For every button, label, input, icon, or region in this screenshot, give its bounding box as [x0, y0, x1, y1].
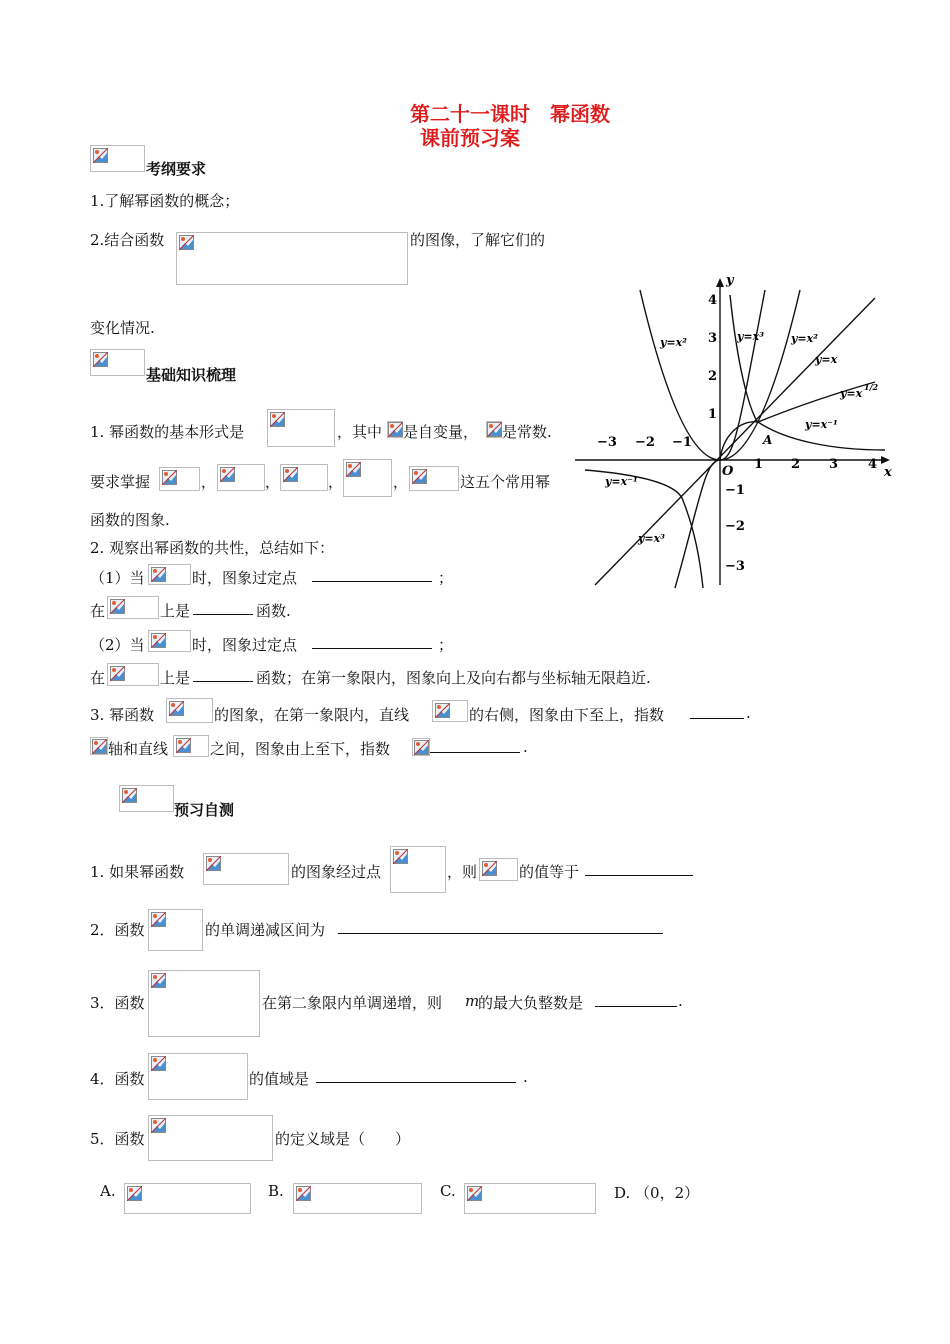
label-x: y=x	[815, 353, 838, 366]
q1-b: 的图象经过点	[291, 863, 382, 881]
x-tick: 1	[754, 457, 764, 472]
broken-image-icon	[388, 422, 403, 437]
formula-image	[159, 467, 200, 491]
broken-image-icon	[110, 599, 125, 614]
knowledge-p5-a: 在	[90, 602, 106, 620]
broken-image-icon	[151, 633, 166, 648]
y-tick: −3	[725, 559, 745, 574]
knowledge-p9-b: 之间，图象由上至下，指数	[210, 740, 391, 758]
formula-image	[148, 970, 260, 1037]
broken-image-icon	[162, 470, 177, 485]
variable-m: m	[465, 992, 480, 1010]
broken-image-icon	[110, 666, 125, 681]
x-tick: −2	[635, 435, 655, 450]
broken-image-icon	[220, 467, 235, 482]
label-x-cubed-bottom: y=x³	[638, 532, 665, 545]
y-tick: 4	[708, 293, 718, 308]
broken-image-icon	[169, 701, 184, 716]
section-icon-image	[119, 785, 174, 812]
broken-image-icon	[393, 849, 408, 864]
broken-image-icon	[151, 567, 166, 582]
answer-blank[interactable]	[338, 919, 663, 938]
knowledge-p9-a: 轴和直线	[108, 740, 169, 758]
q4-b: 的值域是	[249, 1070, 310, 1088]
formula-image	[409, 466, 459, 491]
knowledge-p7-c: 函数；在第一象限内，图象向上及向右都与坐标轴无限趋近.	[256, 669, 651, 687]
comma: ，	[265, 473, 281, 491]
section-icon-image	[90, 349, 145, 376]
broken-image-icon	[92, 739, 107, 754]
x-axis-arrow	[881, 456, 890, 464]
knowledge-p5-b: 上是	[160, 602, 191, 620]
comma: ，	[328, 473, 344, 491]
label-x-squared-left: y=x²	[660, 336, 687, 349]
broken-image-icon	[283, 467, 298, 482]
broken-image-icon	[487, 422, 502, 437]
x-axis-label: x	[884, 465, 892, 480]
broken-image-icon	[482, 861, 497, 876]
q5-b: 的定义域是（ ）	[275, 1130, 411, 1148]
answer-blank[interactable]	[690, 704, 744, 723]
formula-image	[432, 700, 468, 722]
knowledge-p4-b: 时，图象过定点	[192, 569, 298, 587]
broken-image-icon	[435, 703, 450, 718]
power-function-graph	[570, 270, 900, 590]
knowledge-p6-a: （2）当	[90, 636, 145, 654]
y-tick: 3	[708, 331, 718, 346]
knowledge-p6-b: 时，图象过定点	[192, 636, 298, 654]
knowledge-p5-c: 函数.	[256, 602, 291, 620]
q3-b: 在第二象限内单调递增，则	[262, 994, 443, 1012]
period: .	[523, 738, 528, 756]
label-sqrt-x-exponent: 1/2	[864, 382, 879, 392]
formula-image	[387, 421, 403, 438]
knowledge-p1-b: ，其中	[337, 423, 383, 441]
q2-a: 2．函数	[90, 921, 145, 939]
section-icon-image	[90, 145, 145, 172]
y-tick: 2	[708, 369, 718, 384]
section-heading-knowledge: 基础知识梳理	[146, 366, 237, 384]
option-b-label[interactable]: B.	[268, 1182, 284, 1200]
formula-image	[479, 858, 518, 881]
label-inverse-left: y=x⁻¹	[605, 475, 638, 488]
broken-image-icon	[93, 352, 108, 367]
point-a-label: A	[763, 433, 773, 447]
knowledge-p8-c: 的右侧，图象由下至上，指数	[469, 706, 665, 724]
q2-b: 的单调递减区间为	[205, 921, 326, 939]
formula-image	[343, 459, 392, 497]
formula-image	[280, 464, 328, 491]
formula-image	[486, 421, 502, 438]
y-tick: −2	[725, 519, 745, 534]
formula-image	[148, 1053, 248, 1100]
broken-image-icon	[127, 1186, 142, 1201]
x-tick-labels	[597, 435, 877, 472]
comma: ，	[201, 473, 217, 491]
option-c-image[interactable]	[464, 1183, 596, 1214]
broken-image-icon	[346, 462, 361, 477]
label-sqrt-x: y=x	[840, 387, 863, 400]
formula-image	[176, 232, 408, 285]
broken-image-icon	[93, 148, 108, 163]
answer-blank[interactable]	[312, 567, 432, 586]
knowledge-p3: 2. 观察出幂函数的共性，总结如下：	[90, 539, 335, 557]
option-d-label[interactable]: D. （0，2）	[614, 1184, 700, 1202]
x-tick: −3	[597, 435, 617, 450]
y-axis-arrow	[716, 278, 724, 287]
curve-inverse-left	[585, 470, 703, 588]
answer-blank[interactable]	[193, 667, 253, 686]
broken-image-icon	[122, 788, 137, 803]
x-tick: 3	[829, 457, 839, 472]
broken-image-icon	[151, 912, 166, 927]
option-c-label[interactable]: C.	[440, 1182, 456, 1200]
q1-a: 1. 如果幂函数	[90, 863, 185, 881]
formula-image	[203, 853, 289, 885]
answer-blank[interactable]	[595, 992, 677, 1011]
broken-image-icon	[296, 1186, 311, 1201]
formula-image	[107, 663, 159, 686]
broken-image-icon	[176, 738, 191, 753]
syllabus-item-2-text-c: 变化情况.	[90, 319, 155, 337]
syllabus-item-2-text: 2.结合函数	[90, 231, 165, 249]
broken-image-icon	[206, 856, 221, 871]
formula-image	[267, 409, 335, 447]
answer-blank[interactable]	[312, 634, 432, 653]
q1-c: ，则	[447, 863, 478, 881]
answer-blank[interactable]	[430, 738, 520, 757]
syllabus-item-1: 1.了解幂函数的概念；	[90, 192, 240, 210]
knowledge-p8-b: 的图象，在第一象限内，直线	[214, 706, 410, 724]
formula-image	[107, 596, 159, 619]
answer-blank[interactable]	[585, 861, 693, 880]
label-x-cubed-top: y=x³	[737, 330, 764, 343]
formula-image	[412, 738, 430, 756]
knowledge-p2-b: 这五个常用幂	[460, 473, 551, 491]
label-inverse-right: y=x⁻¹	[805, 418, 838, 431]
option-a-label[interactable]: A.	[100, 1182, 116, 1200]
knowledge-p7-a: 在	[90, 669, 106, 687]
semicolon: ；	[438, 636, 454, 654]
q4-a: 4．函数	[90, 1070, 145, 1088]
knowledge-p8-a: 3. 幂函数	[90, 706, 155, 724]
period: .	[746, 704, 751, 722]
formula-image	[90, 737, 108, 755]
broken-image-icon	[412, 469, 427, 484]
broken-image-icon	[467, 1186, 482, 1201]
broken-image-icon	[151, 1056, 166, 1071]
x-tick: 2	[791, 457, 801, 472]
y-tick: 1	[708, 407, 718, 422]
curves	[585, 290, 885, 588]
option-b-image[interactable]	[293, 1183, 422, 1214]
formula-image	[148, 1115, 273, 1161]
x-tick: −1	[672, 435, 692, 450]
broken-image-icon	[151, 973, 166, 988]
formula-image	[148, 909, 203, 951]
origin-label: O	[722, 464, 734, 479]
label-x-squared-right: y=x²	[791, 332, 818, 345]
period: .	[678, 992, 683, 1010]
broken-image-icon	[179, 235, 194, 250]
section-heading-syllabus: 考纲要求	[146, 160, 207, 178]
formula-image	[148, 630, 191, 652]
broken-image-icon	[414, 740, 429, 755]
page-title: 第二十一课时 幂函数	[410, 102, 610, 126]
formula-image	[148, 564, 191, 585]
section-heading-selftest: 预习自测	[174, 801, 235, 819]
q3-a: 3．函数	[90, 994, 145, 1012]
formula-image	[166, 698, 213, 723]
q1-d: 的值等于	[519, 863, 580, 881]
knowledge-p1-c: 是自变量，	[403, 423, 479, 441]
broken-image-icon	[270, 412, 285, 427]
page-subtitle: 课前预习案	[420, 126, 520, 150]
formula-image	[217, 464, 265, 491]
comma: ，	[393, 473, 409, 491]
broken-image-icon	[151, 1118, 166, 1133]
knowledge-p1-a: 1. 幂函数的基本形式是	[90, 423, 245, 441]
y-tick: −1	[725, 483, 745, 498]
q5-a: 5．函数	[90, 1130, 145, 1148]
knowledge-p1-d: 是常数.	[502, 423, 552, 441]
knowledge-p4-a: （1）当	[90, 569, 145, 587]
x-tick: 4	[868, 457, 878, 472]
knowledge-p2-a: 要求掌握	[90, 473, 151, 491]
knowledge-p7-b: 上是	[160, 669, 191, 687]
knowledge-p2-c: 函数的图象.	[90, 511, 170, 529]
formula-image	[390, 846, 446, 893]
formula-image	[173, 735, 209, 757]
answer-blank[interactable]	[316, 1068, 516, 1087]
period: .	[523, 1068, 528, 1086]
semicolon: ；	[438, 569, 454, 587]
answer-blank[interactable]	[193, 600, 253, 619]
y-axis-label: y	[726, 273, 734, 288]
option-a-image[interactable]	[124, 1183, 251, 1214]
syllabus-item-2-text-b: 的图像，了解它们的	[410, 231, 546, 249]
q3-c: 的最大负整数是	[478, 994, 584, 1012]
